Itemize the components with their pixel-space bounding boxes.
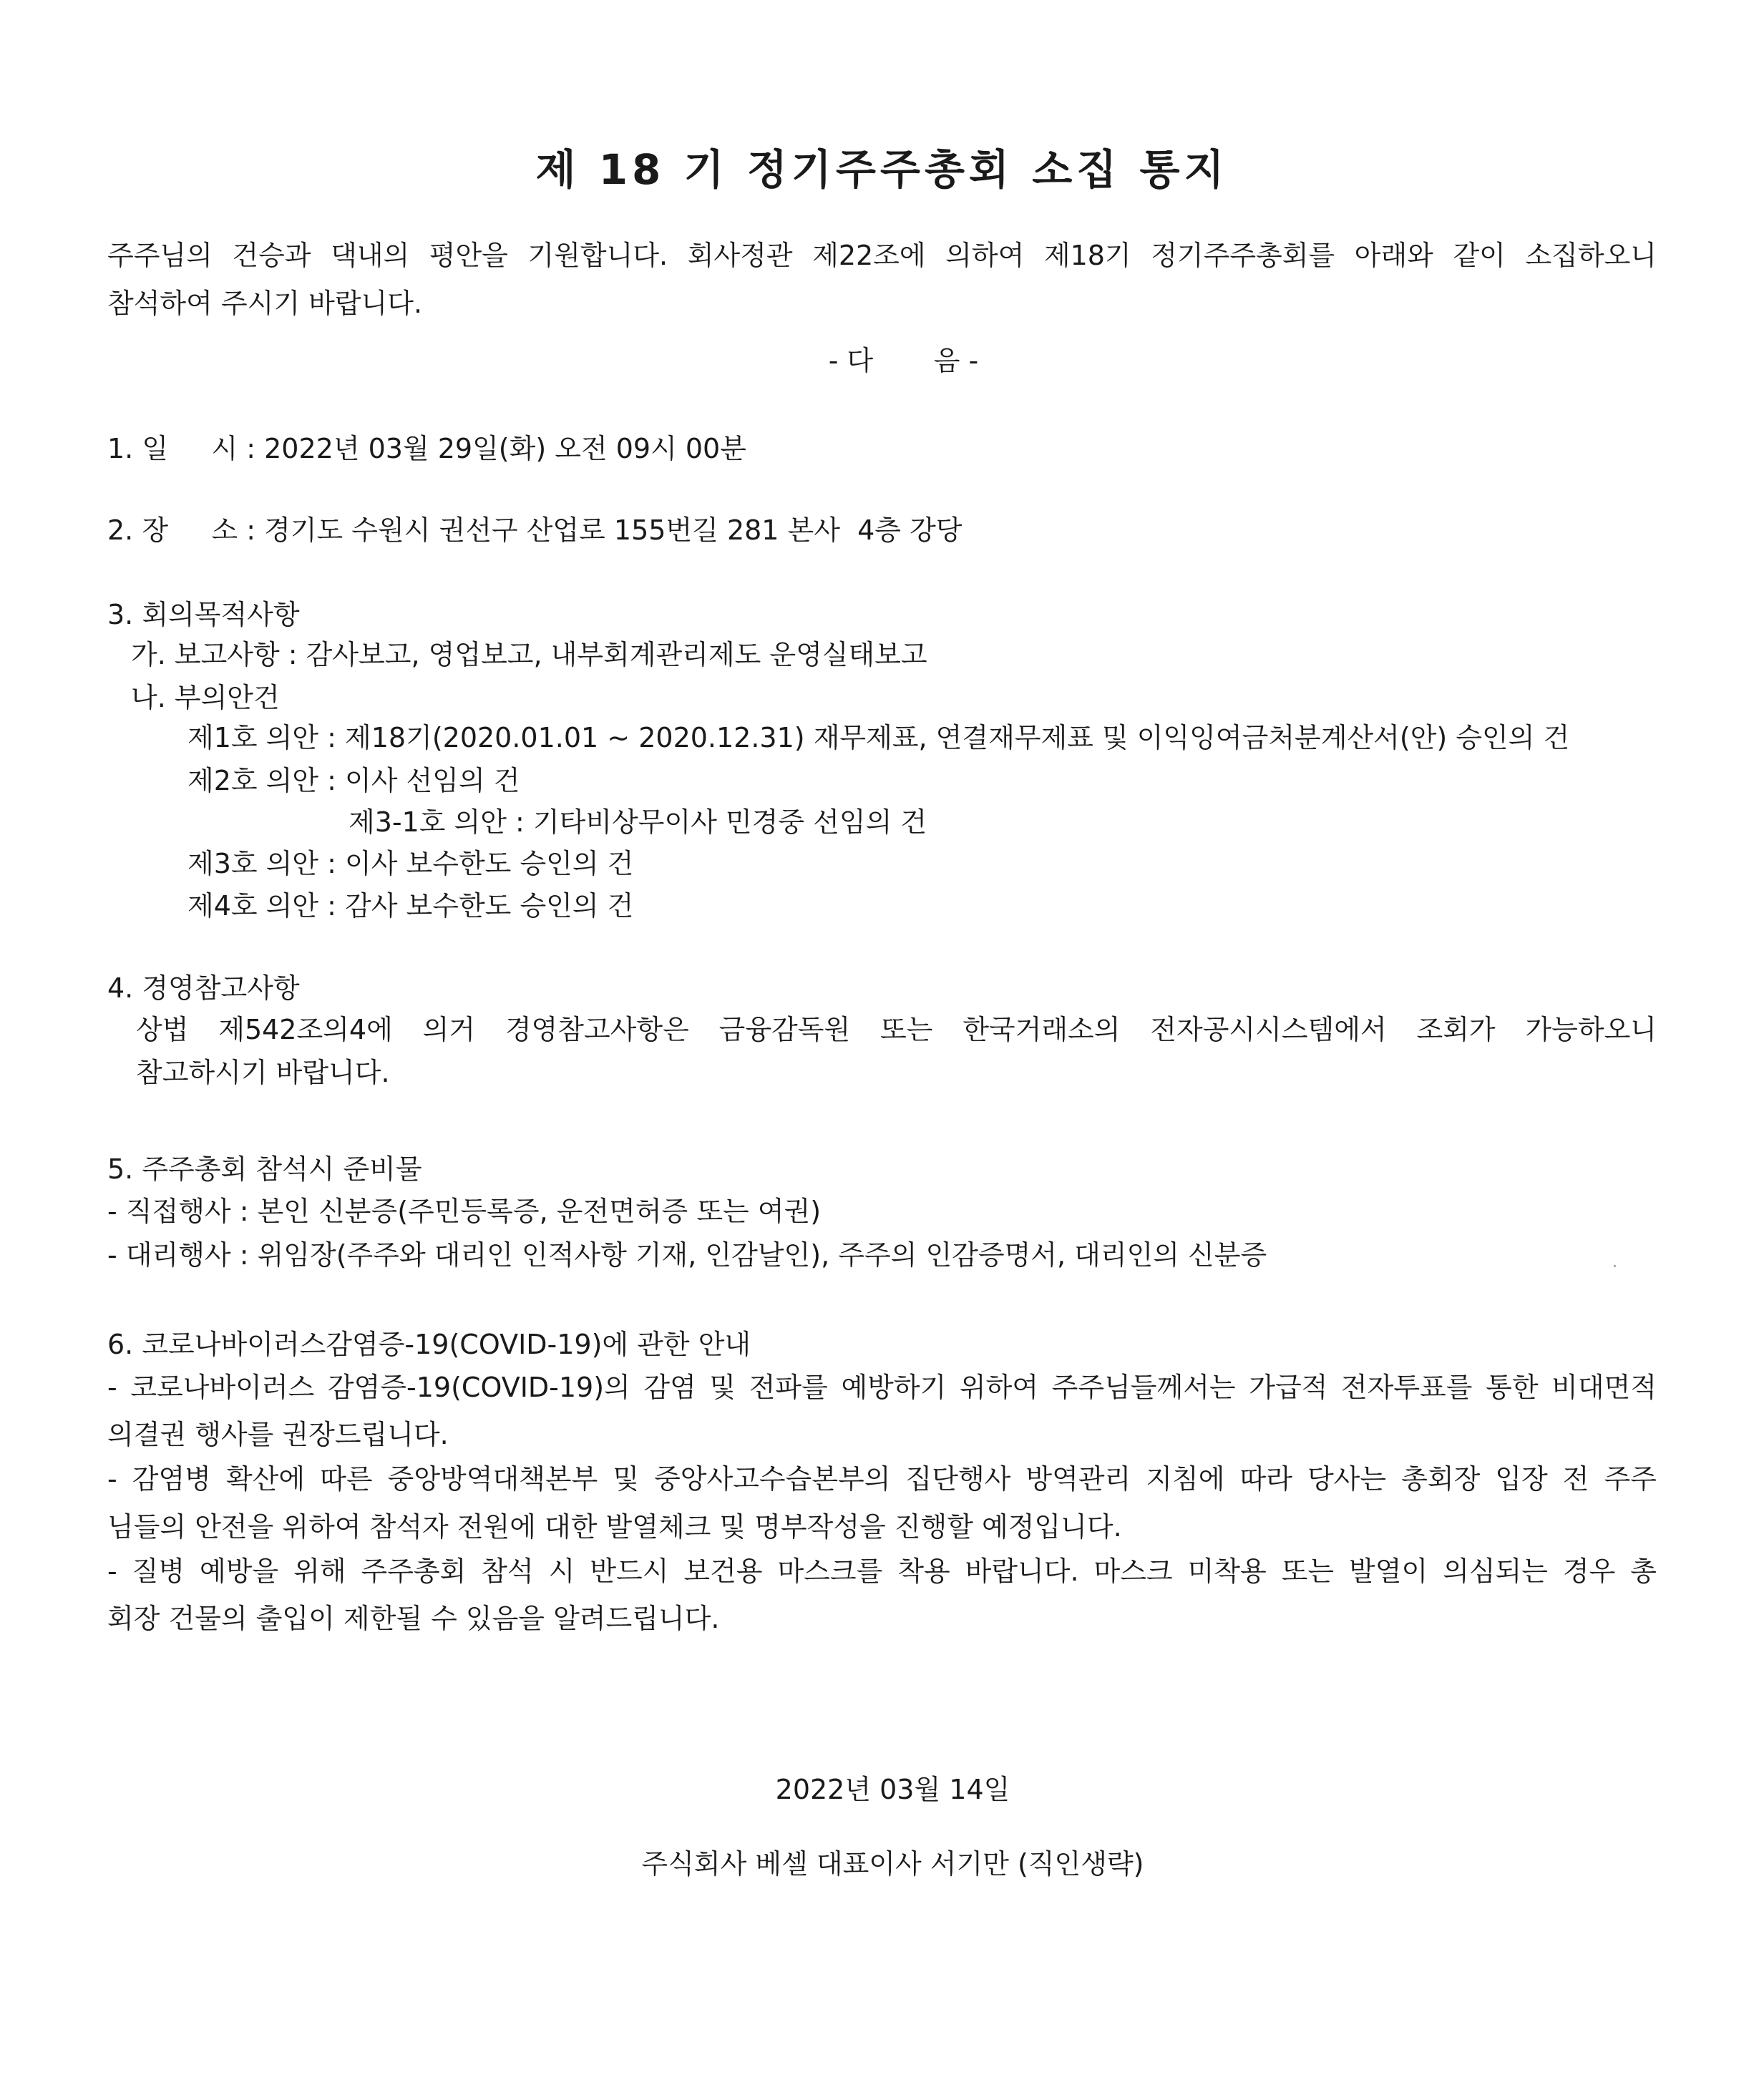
item-5-direct: - 직접행사 : 본인 신분증(주민등록증, 운전면허증 또는 여권)	[107, 1196, 822, 1227]
item-4-heading: 4. 경영참고사항	[107, 972, 300, 1004]
intro-line-1: 주주님의 건승과 댁내의 평안을 기원합니다. 회사정관 제22조에 의하여 제18기 정기주주총회를 아래와 같이 소집하오니	[107, 240, 1657, 271]
notice-date: 2022년 03월 14일	[775, 1774, 1010, 1805]
document-title: 제 18 기 정기주주총회 소집 통지	[535, 145, 1229, 194]
item-6-para-3-line-1: - 질병 예방을 위해 주주총회 참석 시 반드시 보건용 마스크를 착용 바랍니다. 마스크 미착용 또는 발열이 의심되는 경우 총	[107, 1556, 1657, 1587]
item-6-para-2-line-1: - 감염병 확산에 따른 중앙방역대책본부 및 중앙사고수습본부의 집단행사 방역관리 지침에 따라 당사는 총회장 입장 전 주주	[107, 1463, 1657, 1495]
item-3-heading: 3. 회의목적사항	[107, 599, 300, 630]
item-6-heading: 6. 코로나바이러스감염증-19(COVID-19)에 관한 안내	[107, 1329, 751, 1360]
item-3-report-items: 가. 보고사항 : 감사보고, 영업보고, 내부회계관리제도 운영실태보고	[131, 639, 927, 670]
item-6-para-1-line-2: 의결권 행사를 권장드립니다.	[107, 1419, 449, 1450]
separator-heading: - 다 음 -	[828, 345, 979, 376]
item-1-datetime: 1. 일 시 : 2022년 03월 29일(화) 오전 09시 00분	[107, 433, 746, 464]
item-5-heading: 5. 주주총회 참석시 준비물	[107, 1153, 422, 1185]
item-2-location: 2. 장 소 : 경기도 수원시 권선구 산업로 155번길 281 본사 4층 강당	[107, 514, 963, 546]
item-3-agenda-heading: 나. 부의안건	[131, 682, 280, 713]
agenda-item-1: 제1호 의안 : 제18기(2020.01.01 ~ 2020.12.31) 재무제표, 연결재무제표 및 이익잉여금처분계산서(안) 승인의 건	[187, 722, 1570, 753]
item-5-proxy: - 대리행사 : 위임장(주주와 대리인 인적사항 기재, 인감날인), 주주의 인감증명서, 대리인의 신분증	[107, 1239, 1267, 1271]
item-6-para-2-line-2: 님들의 안전을 위하여 참석자 전원에 대한 발열체크 및 명부작성을 진행할 예정입니다.	[107, 1511, 1122, 1543]
agenda-item-3: 제3호 의안 : 이사 보수한도 승인의 건	[187, 848, 634, 879]
agenda-item-4: 제4호 의안 : 감사 보수한도 승인의 건	[187, 890, 634, 922]
agenda-item-2: 제2호 의안 : 이사 선임의 건	[187, 765, 520, 796]
agenda-item-2-sub: 제3-1호 의안 : 기타비상무이사 민경중 선임의 건	[349, 806, 927, 838]
intro-line-2: 참석하여 주시기 바랍니다.	[107, 288, 423, 319]
issuer-signature: 주식회사 베셀 대표이사 서기만 (직인생략)	[641, 1848, 1144, 1880]
item-6-para-1-line-1: - 코로나바이러스 감염증-19(COVID-19)의 감염 및 전파를 예방하기 위하여 주주님들께서는 가급적 전자투표를 통한 비대면적	[107, 1372, 1657, 1403]
item-4-line-1: 상법 제542조의4에 의거 경영참고사항은 금융감독원 또는 한국거래소의 전자공시시스템에서 조회가 가능하오니	[136, 1014, 1657, 1045]
scan-speck	[1614, 1265, 1616, 1267]
item-4-line-2: 참고하시기 바랍니다.	[136, 1057, 390, 1088]
item-6-para-3-line-2: 회장 건물의 출입이 제한될 수 있음을 알려드립니다.	[107, 1603, 720, 1634]
